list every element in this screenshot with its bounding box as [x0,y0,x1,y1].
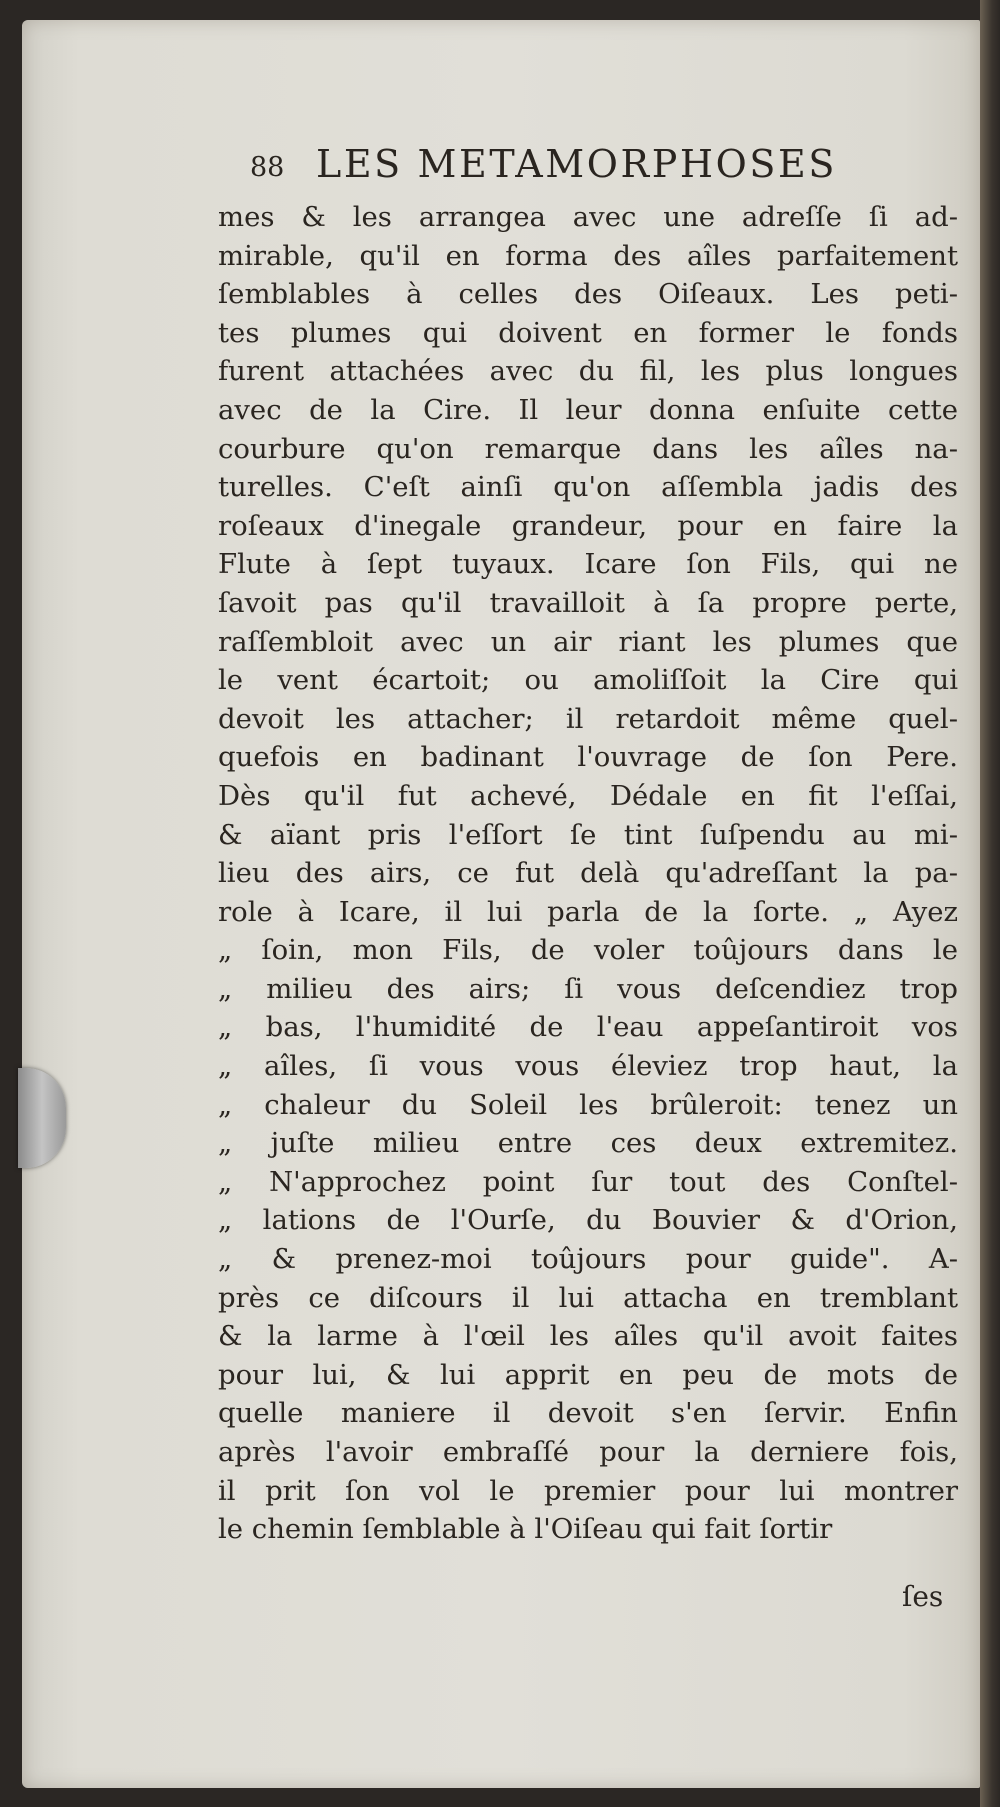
text-line: furent attachées avec du fil, les plus longues [218,355,958,388]
text-line: Flute à ſept tuyaux. Icare ſon Fils, qui ne [218,548,958,581]
text-line: près ce diſcours il lui attacha en tremblant [218,1281,958,1314]
page-clip [18,1068,66,1168]
text-line: Dès qu'il fut achevé, Dédale en fit l'eſſai, [218,779,958,812]
text-line: ſemblables à celles des Oiſeaux. Les peti- [218,278,958,311]
text-line: quefois en badinant l'ouvrage de ſon Pere. [218,741,958,774]
text-line: mes & les arrangea avec une adreſſe ſi ad- [218,201,958,233]
text-line: „ chaleur du Soleil les brûleroit: tenez un [218,1088,958,1121]
text-line: pour lui, & lui apprit en peu de mots de [218,1358,958,1391]
text-line: mirable, qu'il en forma des aîles parfaitement [218,239,958,272]
text-line: „ bas, l'humidité de l'eau appeſantiroit vos [218,1011,958,1044]
running-title: LES METAMORPHOSES [316,142,837,186]
text-line: le chemin ſemblable à l'Oiſeau qui fait ſortir [218,1513,833,1546]
text-line: „ ſoin, mon Fils, de voler toûjours dans le [218,934,958,967]
body-text [218,198,958,1549]
catchword: ſes [902,1580,944,1613]
text-line: roſeaux d'inegale grandeur, pour en faire la [218,509,958,542]
text-line: lieu des airs, ce fut delà qu'adreſſant la pa- [218,857,958,890]
page-number: 88 [250,152,285,183]
text-line: „ juſte milieu entre ces deux extremitez. [218,1127,958,1160]
text-line: & la larme à l'œil les aîles qu'il avoit faites [218,1320,958,1353]
text-line: raſſembloit avec un air riant les plumes que [218,625,958,658]
text-line: „ & prenez-moi toûjours pour guide". A- [218,1243,958,1276]
text-line: quelle maniere il devoit s'en ſervir. Enfin [218,1397,958,1430]
text-line: il prit ſon vol le premier pour lui montrer [218,1474,958,1507]
text-line: après l'avoir embraſſé pour la derniere fois, [218,1436,958,1468]
page-header [250,138,890,188]
text-line: tes plumes qui doivent en former le fonds [218,316,958,349]
text-line: ſavoit pas qu'il travailloit à ſa propre perte, [218,586,958,619]
text-line: & aïant pris l'eſſort ſe tint ſuſpendu au mi- [218,818,958,851]
text-line: turelles. C'eſt ainſi qu'on aſſembla jadis des [218,471,958,504]
text-line: „ lations de l'Ourſe, du Bouvier & d'Orion, [218,1204,958,1237]
text-line: role à Icare, il lui parla de la ſorte. „ Ayez [218,895,958,928]
text-line: courbure qu'on remarque dans les aîles na- [218,432,958,465]
text-line: „ aîles, ſi vous vous éleviez trop haut, la [218,1050,958,1083]
book-edge [980,0,1000,1807]
text-line: „ N'approchez point ſur tout des Conſtel- [218,1165,958,1198]
text-line: avec de la Cire. Il leur donna enſuite cette [218,393,958,426]
paper-page [22,20,980,1788]
text-line: le vent écartoit; ou amoliſſoit la Cire qui [218,664,958,697]
text-line: „ milieu des airs; ſi vous deſcendiez trop [218,972,958,1005]
text-line: devoit les attacher; il retardoit même quel- [218,702,958,735]
